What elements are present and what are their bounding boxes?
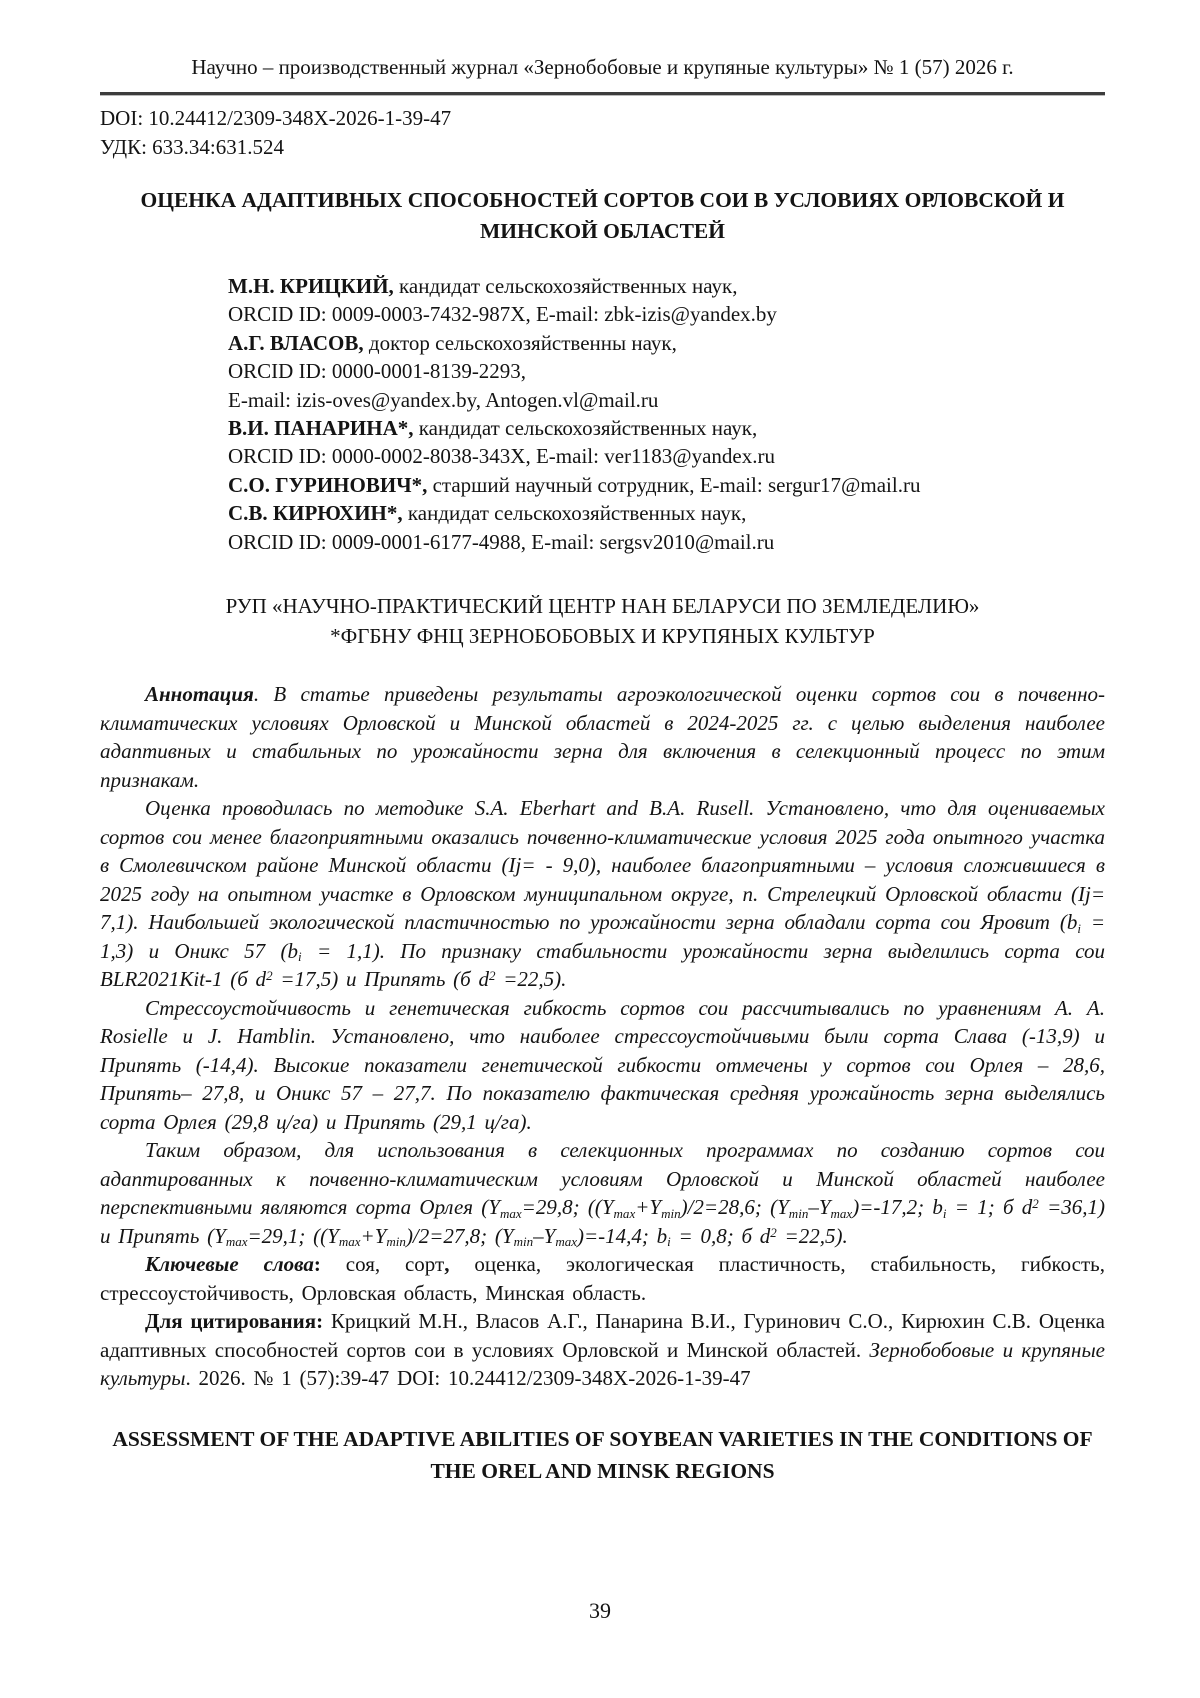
author-orcid-line: ORCID ID: 0000-0001-8139-2293,: [228, 359, 527, 384]
citation-paragraph: Для цитирования: Крицкий М.Н., Власов А.Г., Панарина В.И., Гуринович С.О., Кирюхин С.В. Оценка адаптивных способностей сортов сои в условиях Орловской и Минской областей. Зернобобовые и крупяные культуры. 2026. № 1 (57):39-47 DOI: 10.24412/2309-348X-2026-1-39-47: [100, 1309, 1105, 1391]
article-title-ru: ОЦЕНКА АДАПТИВНЫХ СПОСОБНОСТЕЙ СОРТОВ СОИ В УСЛОВИЯХ ОРЛОВСКОЙ И МИНСКОЙ ОБЛАСТЕЙ: [140, 188, 1065, 243]
author-line: В.И. ПАНАРИНА*, кандидат сельскохозяйственных наук,: [228, 416, 758, 441]
author-line: М.Н. КРИЦКИЙ, кандидат сельскохозяйственных наук,: [228, 274, 738, 298]
abstract-block: [100, 680, 1105, 1393]
affiliation-line: *ФГБНУ ФНЦ ЗЕРНОБОБОВЫХ И КРУПЯНЫХ КУЛЬТУР: [330, 624, 875, 649]
affiliation-line: РУП «НАУЧНО-ПРАКТИЧЕСКИЙ ЦЕНТР НАН БЕЛАРУСИ ПО ЗЕМЛЕДЕЛИЮ»: [225, 594, 980, 619]
author-line: А.Г. ВЛАСОВ, доктор сельскохозяйственны наук,: [228, 330, 677, 355]
author-orcid-line: ORCID ID: 0009-0001-6177-4988, E-mail: sergsv2010@mail.ru: [228, 529, 775, 554]
author-orcid-line: ORCID ID: 0009-0003-7432-987X, E-mail: zbk-izis@yandex.by: [228, 302, 777, 327]
article-meta: [100, 104, 1105, 162]
abstract-paragraph: Таким образом, для использования в селекционных программах по созданию сортов сои адаптированных к почвенно-климатическим условиям Орловской и Минской областей наиболее перспективными являются сорта Орлея ($Y_{max}=29,8$; ($(Y_{max}+Y_{min})/2=28,6$; $(Y_{min}-Y_{max})=-17,2$; $b_i = 1$; б $d^2 =36,1$) и Припять ($Y_{max}=29,1$; ($(Y_{max}+Y_{min})/2=27,8$; $(Y_{min}-Y_{max})=-14,4$; $b_i = 0,8$; б $d^2 =22,5$).: [100, 1138, 1105, 1250]
author-line: С.В. КИРЮХИН*, кандидат сельскохозяйственных наук,: [228, 501, 747, 526]
author-orcid-line: ORCID ID: 0000-0002-8038-343X, E-mail: ver1183@yandex.ru: [228, 444, 775, 469]
keywords-paragraph: Ключевые слова: соя, сорт, оценка, экологическая пластичность, стабильность, гибкость, стрессоустойчивость, Орловская область, Минская область.: [100, 1252, 1105, 1305]
affiliations-block: [100, 591, 1105, 651]
abstract-paragraph: Аннотация. В статье приведены результаты агроэкологической оценки сортов сои в почвенно-климатических условиях Орловской и Минской областей в 2024-2025 гг. с целью выделения наиболее адаптивных и стабильных по урожайности зерна для включения в селекционный процесс по этим признакам.: [100, 682, 1105, 792]
udk-line: УДК: 633.34:631.524: [100, 135, 284, 159]
abstract-paragraph: Оценка проводилась по методике S.A. Eberhart and B.A. Rusell. Установлено, что для оцениваемых сортов сои менее благоприятными оказались почвенно-климатические условия 2025 года опытного участка в Смолевичском районе Минской области (Ij= - 9,0), наиболее благоприятными – условия сложившиеся в 2025 году на опытном участке в Орловском муниципальном округе, п. Стрелецкий Орловской области (Ij= 7,1). Наибольшей экологической пластичностью по урожайности зерна обладали сорта сои Яровит $(b_i = 1,3)$ и Оникс 57 $(b_i = 1,1)$. По признаку стабильности урожайности зерна выделились сорта сои BLR2021Kit-1 (б $d^2 =17,5$) и Припять (б $d^2 =22,5$).: [100, 796, 1106, 992]
authors-block: [228, 272, 1105, 556]
journal-header-line: Научно – производственный журнал «Зернобобовые и крупяные культуры» № 1 (57) 2026 г.: [100, 54, 1105, 95]
doi-line: DOI: 10.24412/2309-348X-2026-1-39-47: [100, 106, 452, 130]
author-email-line: E-mail: izis-oves@yandex.by, Antogen.vl@mail.ru: [228, 387, 659, 412]
author-line: С.О. ГУРИНОВИЧ*, старший научный сотрудник, E-mail: sergur17@mail.ru: [228, 472, 921, 497]
article-title-en: ASSESSMENT OF THE ADAPTIVE ABILITIES OF SOYBEAN VARIETIES IN THE CONDITIONS OF THE OREL AND MINSK REGIONS: [112, 1426, 1093, 1483]
abstract-paragraph: Стрессоустойчивость и генетическая гибкость сортов сои рассчитывались по уравнениям А. А. Rosielle и J. Hamblin. Установлено, что наиболее стрессоустойчивыми были сорта Слава (-13,9) и Припять (-14,4). Высокие показатели генетической гибкости отмечены у сортов сои Орлея – 28,6, Припять– 27,8, и Оникс 57 – 27,7. По показателю фактическая средняя урожайность зерна выделялись сорта Орлея (29,8 ц/га) и Припять (29,1 ц/га).: [100, 995, 1105, 1134]
page-number: 39: [589, 1598, 611, 1623]
